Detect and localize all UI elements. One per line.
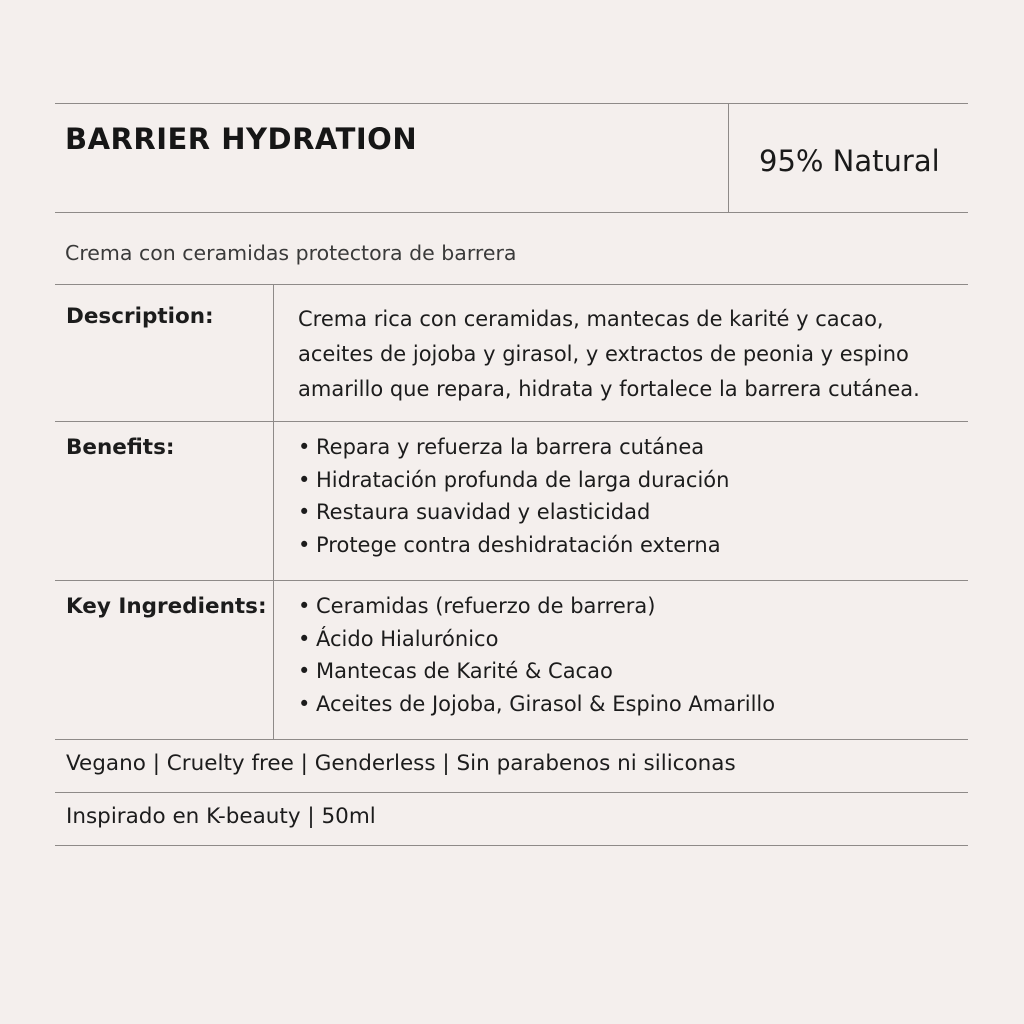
description-row [55, 285, 968, 421]
benefits-value-cell [274, 422, 968, 580]
subtitle-row [55, 213, 968, 284]
natural-cell [729, 104, 968, 212]
ingredient-item: • Ácido Hialurónico [298, 623, 775, 656]
ingredients-value-cell [274, 581, 968, 739]
benefit-item: • Restaura suavidad y elasticidad [298, 496, 729, 529]
product-claims: Vegano | Cruelty free | Genderless | Sin parabenos ni siliconas [66, 751, 736, 776]
description-value-cell [274, 285, 968, 421]
product-title: BARRIER HYDRATION [65, 122, 418, 156]
origin-and-size: Inspirado en K-beauty | 50ml [66, 804, 376, 829]
benefit-item: • Repara y refuerza la barrera cutánea [298, 431, 729, 464]
natural-percentage-badge: 95% Natural [759, 144, 940, 178]
ingredients-label: Key Ingredients: [66, 594, 267, 619]
benefits-row [55, 422, 968, 580]
benefits-label-cell [55, 422, 274, 580]
ingredients-list [298, 590, 775, 720]
benefit-item: • Protege contra deshidratación externa [298, 529, 729, 562]
divider [55, 845, 968, 846]
header-row [55, 104, 968, 212]
benefits-label: Benefits: [66, 435, 175, 460]
product-spec-sheet [55, 103, 968, 846]
product-subtitle: Crema con ceramidas protectora de barrera [65, 241, 517, 265]
ingredient-item: • Mantecas de Karité & Cacao [298, 655, 775, 688]
title-cell [55, 104, 729, 212]
description-label: Description: [66, 304, 214, 329]
ingredient-item: • Aceites de Jojoba, Girasol & Espino Amarillo [298, 688, 775, 721]
benefit-item: • Hidratación profunda de larga duración [298, 464, 729, 497]
ingredients-row [55, 581, 968, 739]
benefits-list [298, 431, 729, 561]
ingredient-item: • Ceramidas (refuerzo de barrera) [298, 590, 775, 623]
claims-row [55, 740, 968, 792]
ingredients-label-cell [55, 581, 274, 739]
description-text: Crema rica con ceramidas, mantecas de karité y cacao, aceites de jojoba y girasol, y extractos de peonia y espino amarillo que repara, hidrata y fortalece la barrera cutánea. [298, 307, 920, 401]
description-label-cell [55, 285, 274, 421]
origin-row [55, 793, 968, 845]
